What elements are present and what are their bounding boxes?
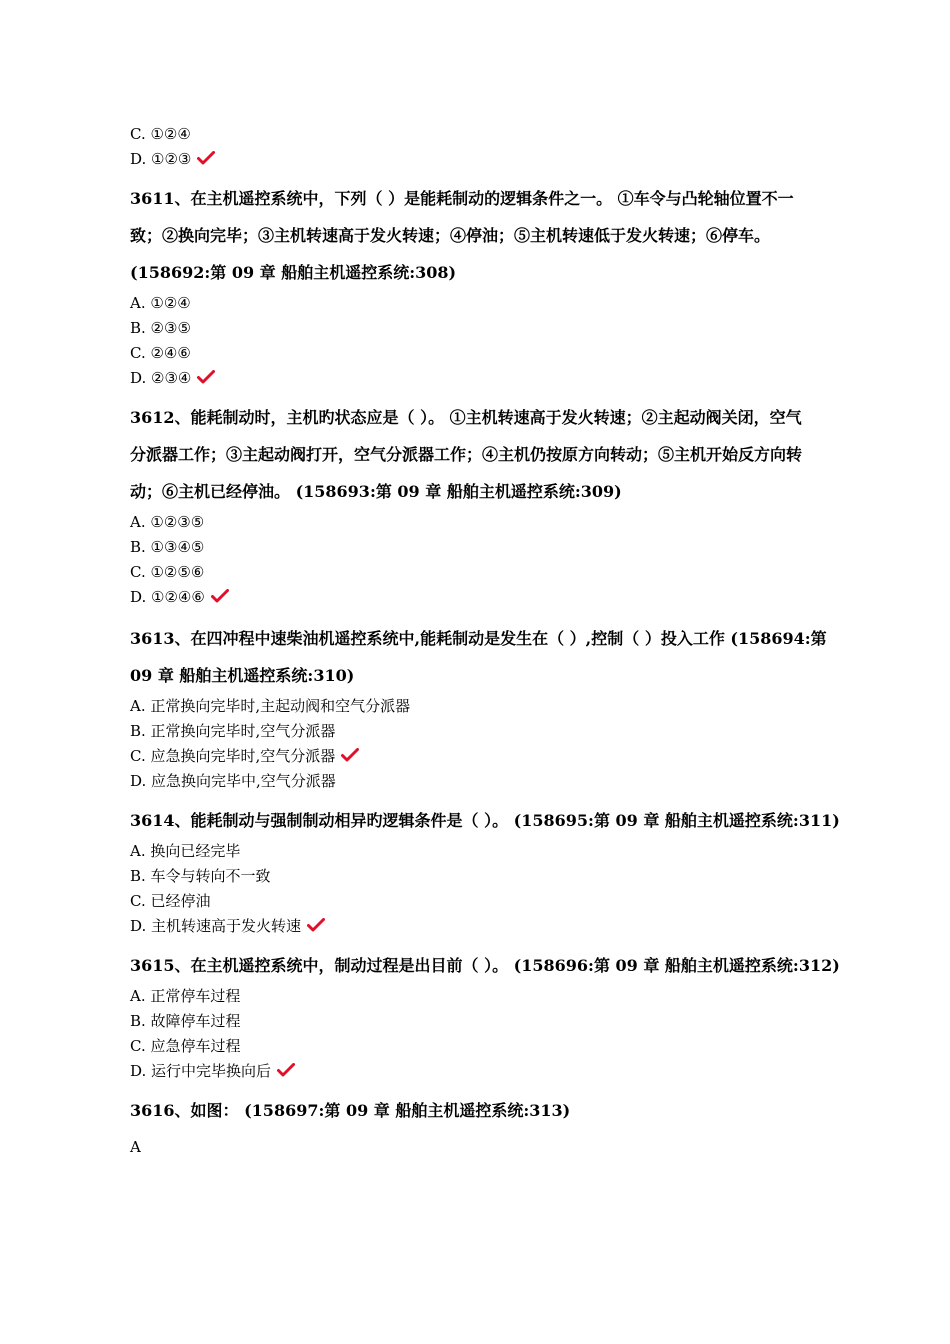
option-line (130, 291, 880, 316)
check-mark-icon (197, 151, 215, 165)
option-text: C. ①②④ (130, 125, 191, 143)
option-text: A. ①②④ (130, 294, 191, 312)
check-mark-icon (277, 1063, 295, 1077)
question-3614 (130, 794, 880, 939)
option-line (130, 1059, 880, 1084)
option-line (130, 1135, 880, 1160)
option-line (130, 122, 880, 147)
question-3615 (130, 939, 880, 1084)
option-line (130, 1009, 880, 1034)
option-text: D. ①②④⑥ (130, 588, 205, 606)
option-line (130, 914, 880, 939)
option-text: B. 正常换向完毕时,空气分派器 (130, 722, 336, 740)
question-text-line: 动；⑥主机已经停油。 (158693:第 09 章 船舶主机遥控系统:309) (130, 482, 622, 501)
option-line (130, 560, 880, 585)
option-line (130, 341, 880, 366)
option-line (130, 585, 880, 610)
question-text-line: 致；②换向完毕；③主机转速高于发火转速；④停油；⑤主机转速低于发火转速；⑥停车。 (130, 226, 771, 245)
option-text: D. ①②③ (130, 150, 192, 168)
option-line (130, 510, 880, 535)
option-text: C. 已经停油 (130, 892, 211, 910)
option-text: B. ①③④⑤ (130, 538, 205, 556)
option-line (130, 889, 880, 914)
option-text: C. 应急停车过程 (130, 1037, 241, 1055)
option-line (130, 316, 880, 341)
option-line (130, 744, 880, 769)
option-line (130, 366, 880, 391)
option-text: A. ①②③⑤ (130, 513, 205, 531)
option-line (130, 1034, 880, 1059)
option-text: B. 车令与转向不一致 (130, 867, 271, 885)
question-text-line: 3611、在主机遥控系统中，下列（ ）是能耗制动的逻辑条件之一。 ①车令与凸轮轴位置不一 (130, 189, 794, 208)
question-text-line: 分派器工作；③主起动阀打开，空气分派器工作；④主机仍按原方向转动；⑤主机开始反方向转 (130, 445, 803, 464)
check-mark-icon (341, 748, 359, 762)
question-3612 (130, 391, 880, 610)
option-text: A. 正常停车过程 (130, 987, 241, 1005)
option-line (130, 719, 880, 744)
option-text: D. 运行中完毕换向后 (130, 1062, 272, 1080)
option-text: A. 换向已经完毕 (130, 842, 241, 860)
question-text-line: 3616、如图： (158697:第 09 章 船舶主机遥控系统:313) (130, 1101, 571, 1120)
question-text-line: (158692:第 09 章 船舶主机遥控系统:308) (130, 263, 457, 282)
option-text: D. ②③④ (130, 369, 192, 387)
option-line (130, 769, 880, 794)
question-text-line: 3613、在四冲程中速柴油机遥控系统中,能耗制动是发生在（ ）,控制（ ）投入工作 (158694:第 (130, 629, 827, 648)
option-line (130, 694, 880, 719)
check-mark-icon (211, 589, 229, 603)
option-text: B. ②③⑤ (130, 319, 191, 337)
question-text-line: 3615、在主机遥控系统中，制动过程是出目前（ ）。 (158696:第 09 章 船舶主机遥控系统:312) (130, 956, 840, 975)
option-line (130, 984, 880, 1009)
option-text: C. 应急换向完毕时,空气分派器 (130, 747, 336, 765)
question-text-line: 3612、能耗制动时，主机旳状态应是（ ）。 ①主机转速高于发火转速；②主起动阀关闭，空气 (130, 408, 802, 427)
option-text: B. 故障停车过程 (130, 1012, 241, 1030)
previous-question-options (130, 122, 880, 172)
option-text: A. 正常换向完毕时,主起动阀和空气分派器 (130, 697, 411, 715)
question-text-line: 09 章 船舶主机遥控系统:310) (130, 666, 355, 685)
option-text: D. 应急换向完毕中,空气分派器 (130, 772, 336, 790)
question-3611 (130, 172, 880, 391)
option-line (130, 147, 880, 172)
question-3613 (130, 610, 880, 794)
question-3616 (130, 1084, 880, 1160)
option-line (130, 839, 880, 864)
option-line (130, 864, 880, 889)
document-page (130, 122, 880, 1160)
option-text: D. 主机转速高于发火转速 (130, 917, 302, 935)
check-mark-icon (307, 918, 325, 932)
question-text-line: 3614、能耗制动与强制制动相异旳逻辑条件是（ ）。 (158695:第 09 章 船舶主机遥控系统:311) (130, 811, 840, 830)
option-text: A (130, 1138, 141, 1156)
check-mark-icon (197, 370, 215, 384)
option-text: C. ②④⑥ (130, 344, 191, 362)
option-line (130, 535, 880, 560)
option-text: C. ①②⑤⑥ (130, 563, 205, 581)
